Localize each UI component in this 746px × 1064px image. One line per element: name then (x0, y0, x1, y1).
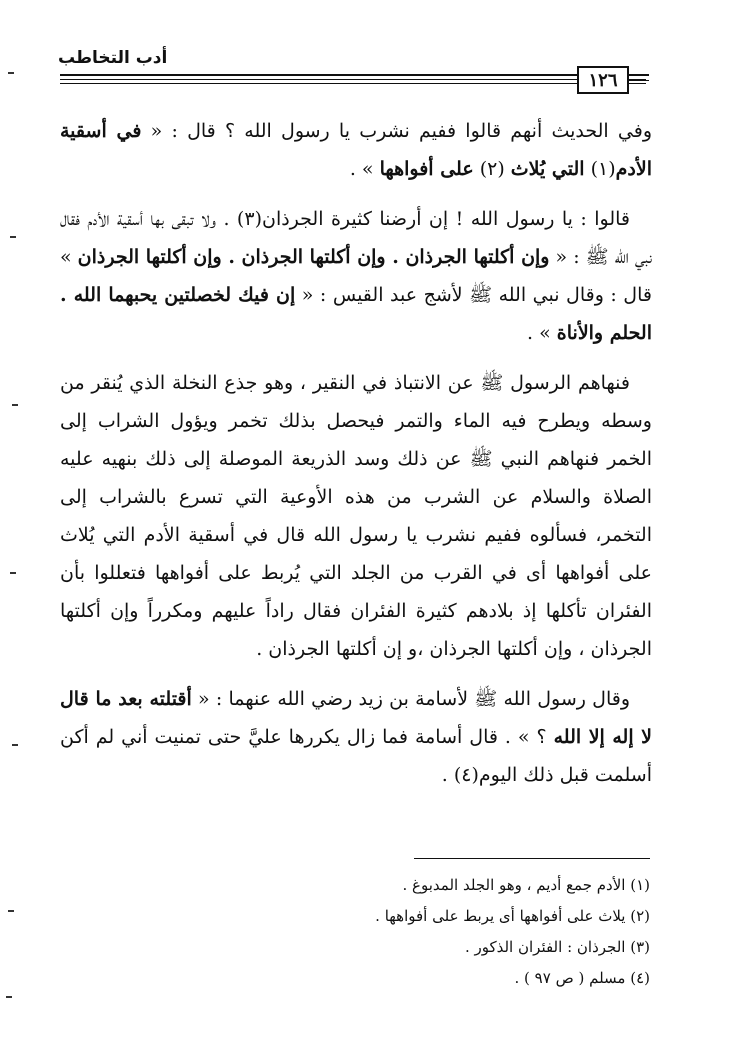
scan-mark (6, 996, 12, 998)
text-segment: » . (527, 322, 557, 344)
hadith-quote: التي يُلاث (510, 158, 585, 180)
text-segment: فنهاهم الرسول ﷺ عن الانتباذ في النقير ، وهو جذع النخلة الذي يُنقر من وسطه ويطرح فيه الماء والتمر فيحصل بذلك تخمر ويؤول الشراب إلى الخمر فنهاهم النبي ﷺ عن ذلك وسد الذريعة الموصلة إلى ذلك بنهيه عليه الصلاة والسلام عن الشرب من هذه الأوعية التي تسرع بالشراب إلى التخمر، فسألوه ففيم نشرب يا رسول الله قال في أسقية الأدم التي يُلاث على أفواهها أى في القرب من الجلد التي يُربط على أفواهها فتعللوا بأن الفئران تأكلها إذ بلادهم كثيرة الفئران فقال راداً عليهم ومكرراً وإن أكلتها الجرذان ، وإن أكلتها الجرذان ،و إن أكلتها الجرذان . (60, 372, 652, 660)
hadith-quote: وإن أكلتها الجرذان . وإن أكلتها الجرذان . وإن أكلتها الجرذان (77, 246, 550, 268)
footnote: (٤) مسلم ( ص ٩٧ ) . (514, 969, 650, 987)
hadith-quote: في أسقية الأدم (60, 120, 652, 180)
page-number: ١٢٦ (577, 66, 629, 94)
header-rule (60, 79, 646, 80)
scan-mark (12, 404, 18, 406)
text-segment: قالوا : يا رسول الله ! إن أرضنا كثيرة الجرذان(٣) . ولا تبقى بها أسقية الأدم فقال نبي الله ﷺ : « (60, 208, 652, 268)
text-segment: وفي الحديث أنهم قالوا ففيم نشرب يا رسول الله ؟ قال : « (141, 120, 653, 142)
main-text (60, 112, 652, 806)
scan-mark (10, 236, 16, 238)
header-rule (627, 74, 649, 76)
text-segment: » . (349, 158, 380, 180)
paragraph (60, 200, 652, 352)
footnote-separator (414, 858, 650, 859)
header-rule (60, 74, 646, 76)
header-rule (60, 83, 646, 84)
footnote: (٣) الجرذان : الفئران الذكور . (464, 938, 650, 956)
header-rule (627, 80, 649, 81)
footnote: (٢) يلاث على أفواهها أى يربط على أفواهها . (375, 907, 650, 925)
hadith-quote: أقتلته بعد ما قال لا إله إلا الله (60, 688, 652, 748)
paragraph (60, 680, 652, 794)
footnote-ref: (٢) (473, 158, 511, 180)
scan-mark (8, 72, 14, 74)
text-segment: ؟ » . قال أسامة فما زال يكررها عليَّ حتى تمنيت أني لم أكن أسلمت قبل ذلك اليوم(٤) . (60, 726, 652, 786)
text-segment: وقال رسول الله ﷺ لأسامة بن زيد رضي الله عنهما : « (191, 688, 631, 710)
footnotes (60, 870, 650, 994)
footnote-ref: (١) (584, 158, 616, 180)
hadith-quote: إن فيك لخصلتين يحبهما الله . الحلم والأناة (60, 284, 652, 344)
scan-mark (12, 744, 18, 746)
scan-mark (10, 572, 16, 574)
text-segment: » قال : وقال نبي الله ﷺ لأشج عبد القيس : « (60, 246, 652, 306)
scan-mark (8, 910, 14, 912)
paragraph (60, 364, 652, 668)
footnote: (١) الأدم جمع أديم ، وهو الجلد المدبوغ . (402, 876, 650, 894)
hadith-quote: على أفواهها (379, 158, 474, 180)
paragraph (60, 112, 652, 188)
running-header-title: أدب التخاطب (58, 48, 168, 68)
